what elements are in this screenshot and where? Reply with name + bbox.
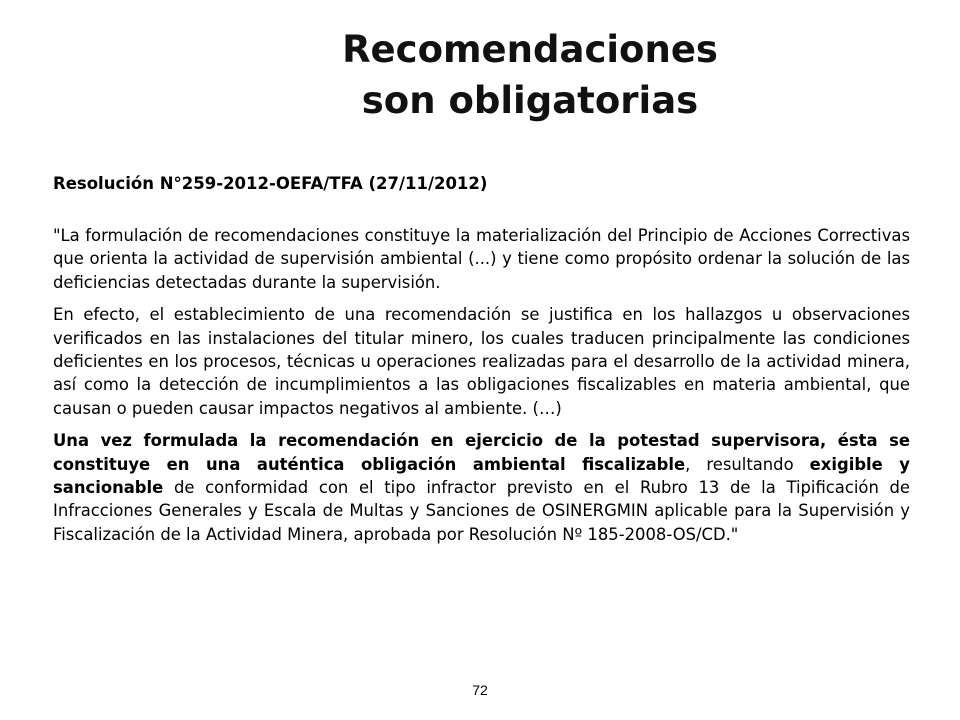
slide-body	[53, 172, 910, 555]
emphasis-obligation: Una vez formulada la recomendación en ejercicio de la potestad supervisora, ésta se constituye en una auténtica obligación ambiental fiscalizable	[53, 431, 910, 474]
resolution-reference: Resolución N°259-2012-OEFA/TFA (27/11/2012)	[53, 174, 488, 193]
paragraph-3-text-2: de conformidad con el tipo infractor previsto en el Rubro 13 de la Tipificación de Infracciones Generales y Escala de Multas y Sanciones de OSINERGMIN aplicable para la Supervisión y Fiscalización de la Actividad Minera, aprobada por Resolución Nº 185-2008-OS/CD."	[53, 478, 910, 544]
emphasis-sanctionable: exigible y sancionable	[53, 454, 910, 498]
quote-paragraph-2: En efecto, el establecimiento de una recomendación se justifica en los hallazgos u observaciones verificados en las instalaciones del titular minero, los cuales traducen principalmente las condiciones deficientes en los procesos, técnicas u operaciones realizadas para el desarrollo de la actividad minera, así como la detección de incumplimientos a las obligaciones fiscalizables en materia ambiental, que causan o pueden causar impactos negativos al ambiente. (…)	[53, 305, 910, 418]
page-number: 72	[472, 682, 488, 698]
slide-title: Recomendaciones son obligatorias	[342, 28, 718, 122]
paragraph-3-text-1: , resultando	[685, 454, 810, 474]
quote-paragraph-3	[53, 429, 910, 546]
quote-paragraph-1: "La formulación de recomendaciones constituye la materialización del Principio de Acciones Correctivas que orienta la actividad de supervisión ambiental (...) y tiene como propósito ordenar la solución de las deficiencias detectadas durante la supervisión.	[53, 226, 910, 292]
